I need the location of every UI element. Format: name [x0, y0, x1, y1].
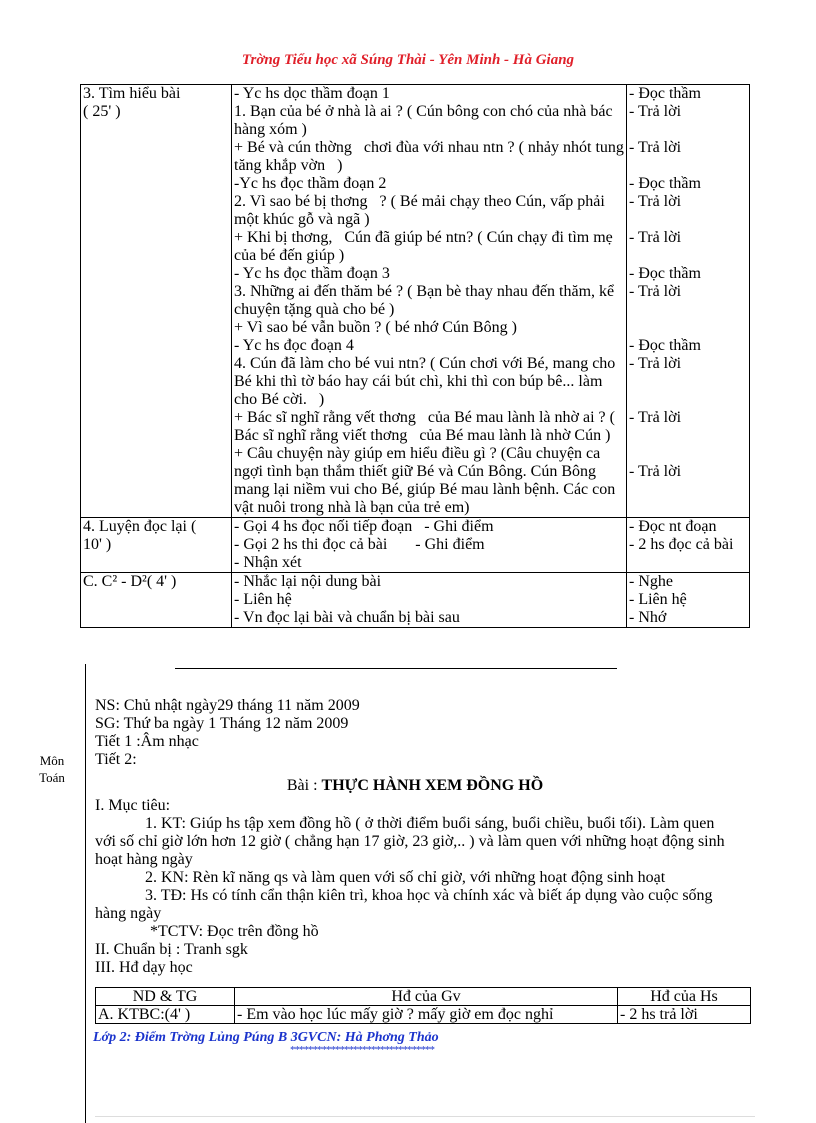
header-nd-tg: ND & TG — [96, 988, 235, 1006]
cell-line: - Trả lời — [629, 283, 682, 300]
cell-nd-tg: A. KTBC:(4' ) — [96, 1006, 235, 1024]
page-footer: Lớp 2: Điểm Trờng Lủng Púng B 3GVCN: Hà Phơng Thảo — [93, 1030, 439, 1045]
cell-line: 4. Cún đã làm cho bé vui ntn? ( Cún chơi với Bé, mang cho Bé khi thì tờ báo hay cái bút chì, khi thì con búp bê... làm cho Bé cời. ) — [234, 355, 620, 408]
activities-heading: III. Hđ dạy học — [95, 959, 193, 976]
cell-line: + Bác sĩ nghĩ rằng vết thơng của Bé mau lành là nhờ ai ? ( Bác sĩ nghĩ rằng viết thơng của Bé mau lành là nhờ Cún ) — [234, 409, 619, 444]
cell-line: - Đọc thầm — [629, 85, 701, 102]
cell-line: - Vn đọc lại bài và chuẩn bị bài sau — [234, 609, 460, 626]
cell-teacher-activity — [232, 573, 627, 628]
cell-line: 2. Vì sao bé bị thơng ? ( Bé mải chạy theo Cún, vấp phải một khúc gỗ và ngã ) — [234, 193, 609, 228]
cell-line: - 2 hs đọc cả bài — [629, 536, 734, 553]
cell-student-activity — [627, 85, 750, 518]
footer-stars: ******************************** — [290, 1044, 434, 1056]
cell-hs: - 2 hs trả lời — [618, 1006, 751, 1024]
cell-line: - Đọc thầm — [629, 337, 701, 354]
cell-line: - Liên hệ — [234, 591, 292, 608]
cell-line: C. C² - D²( 4' ) — [83, 573, 177, 590]
cell-line: - Trả lời — [629, 355, 682, 372]
cell-line: 10' ) — [83, 536, 112, 553]
cell-line: - Đọc nt đoạn — [629, 518, 717, 535]
cell-content-col1 — [81, 518, 232, 573]
divider — [175, 668, 617, 669]
cell-line: - Yc hs đọc thầm đoạn 3 — [234, 265, 390, 282]
table-row — [81, 518, 750, 573]
cell-line: + Bé và cún thờng chơi đùa với nhau ntn ? ( nhảy nhót tung tăng khắp vờn ) — [234, 139, 628, 174]
cell-line: ( 25' ) — [83, 103, 121, 120]
tctv-line: *TCTV: Đọc trên đồng hồ — [150, 923, 319, 940]
cell-line: - Trả lời — [629, 463, 682, 480]
cell-line: - Yc hs đọc đoạn 4 — [234, 337, 354, 354]
tiet1-line: Tiết 1 :Âm nhạc — [95, 733, 199, 750]
cell-line: - Trả lời — [629, 409, 682, 426]
cell-line: - Trả lời — [629, 139, 682, 156]
lesson-table-2 — [95, 987, 751, 1024]
cell-student-activity — [627, 518, 750, 573]
cell-line: - Đọc thầm — [629, 175, 701, 192]
cell-student-activity — [627, 573, 750, 628]
tiet2-line: Tiết 2: — [95, 751, 137, 768]
bottom-divider — [95, 1116, 755, 1117]
cell-line: -Yc hs đọc thầm đoạn 2 — [234, 175, 387, 192]
cell-line: + Câu chuyện này giúp em hiểu điều gì ? (Câu chuyện ca ngợi tình bạn thắm thiết giữ Bé và Cún Bông. Cún Bông mang lại niềm vui cho Bé, giúp Bé mau lành bệnh. Các con vật nuôi trong nhà là bạn của trẻ em) — [234, 445, 620, 516]
cell-line: - Yc hs dọc thầm đoạn 1 — [234, 85, 390, 102]
objective-kt: 1. KT: Giúp hs tập xem đồng hồ ( ở thời điểm buổi sáng, buổi chiều, buổi tối). Làm quen với số chỉ giờ lớn hơn 12 giờ ( chẳng hạn 17 giờ, 23 giờ,.. ) và làm quen với những hoạt động sinh hoạt hàng ngày — [95, 815, 725, 868]
cell-line: 3. Những ai đến thăm bé ? ( Bạn bè thay nhau đến thăm, kể chuyện tặng quà cho bé ) — [234, 283, 619, 318]
side-label-line: Toán — [39, 770, 65, 785]
preparation-line: II. Chuẩn bị : Tranh sgk — [95, 941, 248, 958]
cell-line: - Nhắc lại nội dung bài — [234, 573, 382, 590]
table-row — [81, 573, 750, 628]
table-header-row — [96, 988, 751, 1006]
ns-line: NS: Chủ nhật ngày29 tháng 11 năm 2009 — [95, 697, 360, 714]
objective-kn: 2. KN: Rèn kĩ năng qs và làm quen với số chỉ giờ, với những hoạt động sinh hoạt — [145, 869, 666, 886]
side-label — [30, 752, 74, 786]
table-row — [96, 1006, 751, 1024]
objectives-heading: I. Mục tiêu: — [95, 797, 171, 814]
margin-line — [85, 664, 86, 1123]
title-text: THỰC HÀNH XEM ĐỒNG HỒ — [321, 777, 544, 794]
cell-line: - Trả lời — [629, 229, 682, 246]
table-row — [81, 85, 750, 518]
cell-line: - Gọi 2 hs thi đọc cả bài - Ghi điểm — [234, 536, 485, 553]
cell-line: - Liên hệ — [629, 591, 687, 608]
cell-line: - Nhận xét — [234, 554, 302, 571]
lesson-body — [95, 697, 735, 977]
cell-line: - Nhớ — [629, 609, 667, 626]
title-prefix: Bài : — [286, 777, 322, 794]
cell-line: - Trả lời — [629, 103, 682, 120]
side-label-line: Môn — [39, 753, 65, 768]
page-header: Trờng Tiểu học xã Súng Thài - Yên Minh - Hà Giang — [241, 52, 575, 68]
cell-teacher-activity — [232, 85, 627, 518]
cell-gv: - Em vào học lúc mấy giờ ? mấy giờ em đọc nghỉ — [235, 1006, 618, 1024]
cell-line: - Gọi 4 hs đọc nối tiếp đoạn - Ghi điểm — [234, 518, 494, 535]
header-hs: Hđ của Hs — [618, 988, 751, 1006]
lesson-title — [95, 777, 735, 795]
header-gv: Hđ của Gv — [235, 988, 618, 1006]
cell-content-col1 — [81, 573, 232, 628]
objective-td: 3. TĐ: Hs có tính cẩn thận kiên trì, khoa học và chính xác và biết áp dụng vào cuộc sống hàng ngày — [95, 887, 713, 922]
cell-line: 3. Tìm hiểu bài — [83, 85, 181, 102]
cell-teacher-activity — [232, 518, 627, 573]
sg-line: SG: Thứ ba ngày 1 Tháng 12 năm 2009 — [95, 715, 349, 732]
cell-line: - Nghe — [629, 573, 673, 590]
cell-line: 4. Luyện đọc lại ( — [83, 518, 197, 535]
cell-line: 1. Bạn của bé ở nhà là ai ? ( Cún bông con chó của nhà bác hàng xóm ) — [234, 103, 617, 138]
cell-line: + Khi bị thơng, Cún đã giúp bé ntn? ( Cún chạy đi tìm mẹ của bé đến giúp ) — [234, 229, 617, 264]
cell-line: - Đọc thầm — [629, 265, 701, 282]
lesson-table-1 — [80, 84, 750, 628]
cell-line: + Vì sao bé vẫn buồn ? ( bé nhớ Cún Bông ) — [234, 319, 517, 336]
cell-content-col1 — [81, 85, 232, 518]
cell-line: - Trả lời — [629, 193, 682, 210]
